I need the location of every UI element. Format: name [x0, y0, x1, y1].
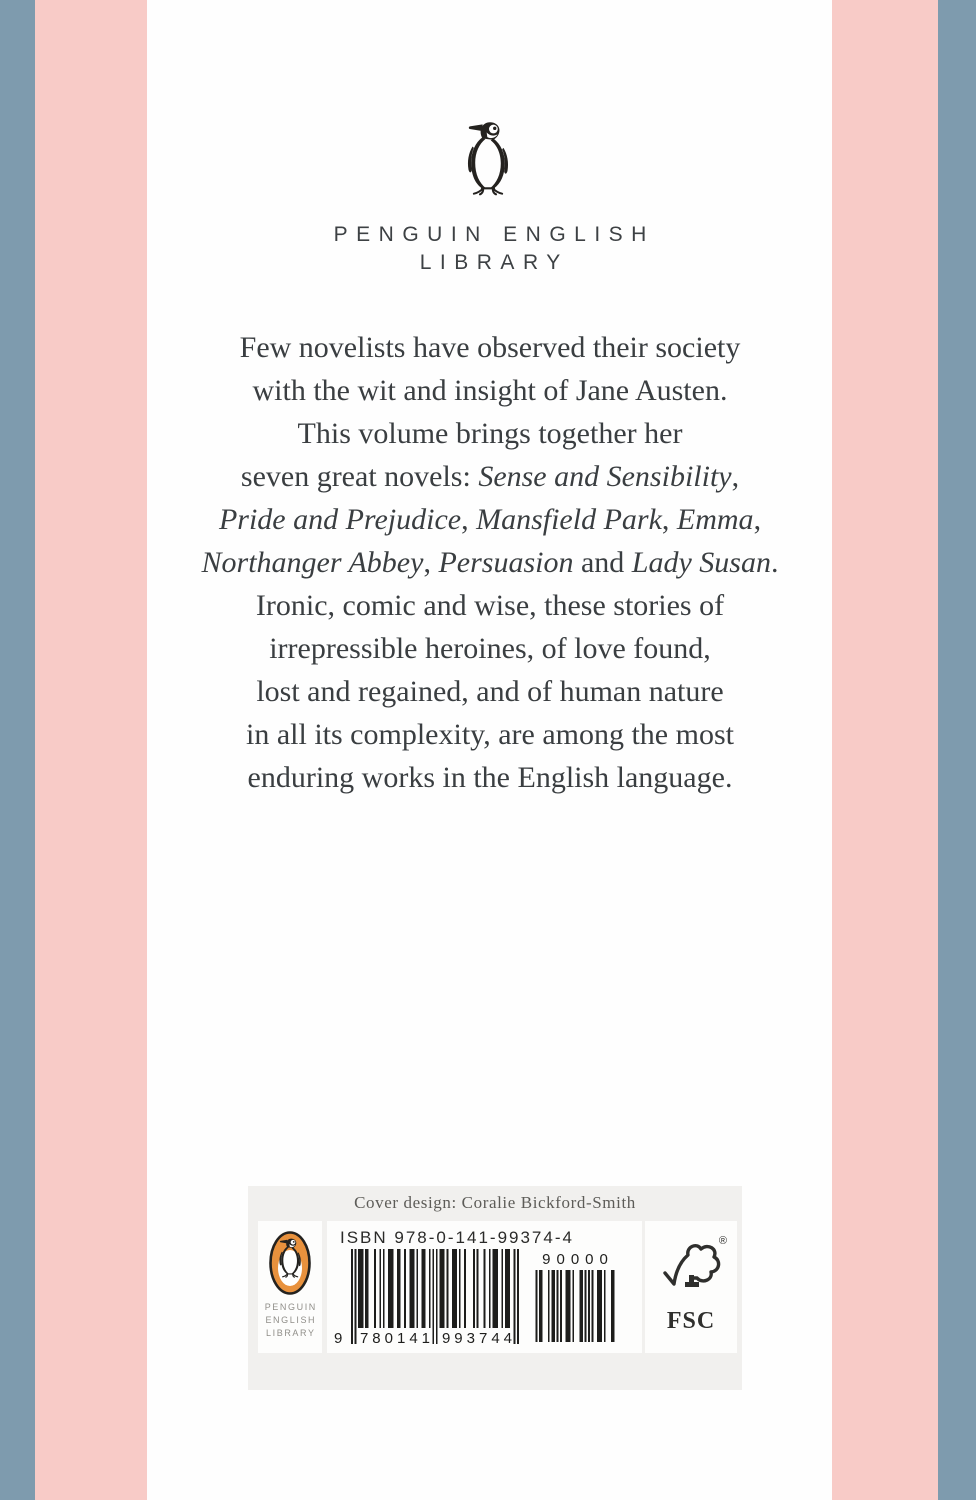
ean-group1: 780141: [359, 1330, 435, 1347]
fsc-box: [645, 1221, 737, 1353]
imprint-name: [147, 221, 833, 277]
blurb-line: with the wit and insight of Jane Austen.: [252, 374, 728, 407]
penguin-logo-icon: [455, 102, 521, 214]
ean-digits: [334, 1330, 519, 1347]
right-blue-stripe: [938, 0, 976, 1500]
ean13-barcode: [334, 1249, 519, 1347]
penguin-oval-logo-icon: [268, 1230, 312, 1296]
imprint-text-line: LIBRARY: [266, 1328, 316, 1338]
blurb-line: irrepressible heroines, of love found,: [269, 632, 711, 665]
registered-mark: ®: [718, 1235, 727, 1247]
blurb-line: in all its complexity, are among the most: [246, 718, 734, 751]
barcode-box: [327, 1221, 642, 1353]
blurb: [120, 326, 860, 799]
addon-digits: 90000: [542, 1251, 614, 1268]
fsc-label: FSC: [666, 1308, 716, 1334]
imprint-logo-box: [258, 1221, 322, 1353]
imprint-name-line2: LIBRARY: [419, 251, 569, 274]
blurb-line: lost and regained, and of human nature: [256, 675, 724, 708]
imprint-text: [258, 1301, 322, 1340]
fsc-tree-icon: [661, 1235, 727, 1303]
imprint-text-line: PENGUIN: [264, 1302, 317, 1312]
left-blue-stripe: [0, 0, 35, 1500]
imprint-text-line: ENGLISH: [265, 1315, 317, 1325]
blurb-line: Pride and Prejudice, Mansfield Park, Emma,: [218, 503, 762, 536]
blurb-line: enduring works in the English language.: [247, 761, 733, 794]
blurb-line: Ironic, comic and wise, these stories of: [255, 589, 725, 622]
imprint-name-line1: PENGUIN ENGLISH: [333, 223, 655, 246]
cover-design-credit: Cover design: Coralie Bickford-Smith: [354, 1193, 636, 1212]
blurb-line: seven great novels: Sense and Sensibility,: [240, 460, 740, 493]
blurb-line: This volume brings together her: [297, 417, 683, 450]
price-addon-barcode: [534, 1251, 616, 1342]
isbn-label: ISBN 978-0-141-99374-4: [340, 1228, 574, 1247]
ean-prefix: 9: [334, 1330, 343, 1347]
blurb-line: Few novelists have observed their society: [239, 331, 741, 364]
ean-group2: 993744: [441, 1330, 517, 1347]
barcode-panel: [248, 1186, 742, 1390]
blurb-line: Northanger Abbey, Persuasion and Lady Susan.: [201, 546, 779, 579]
